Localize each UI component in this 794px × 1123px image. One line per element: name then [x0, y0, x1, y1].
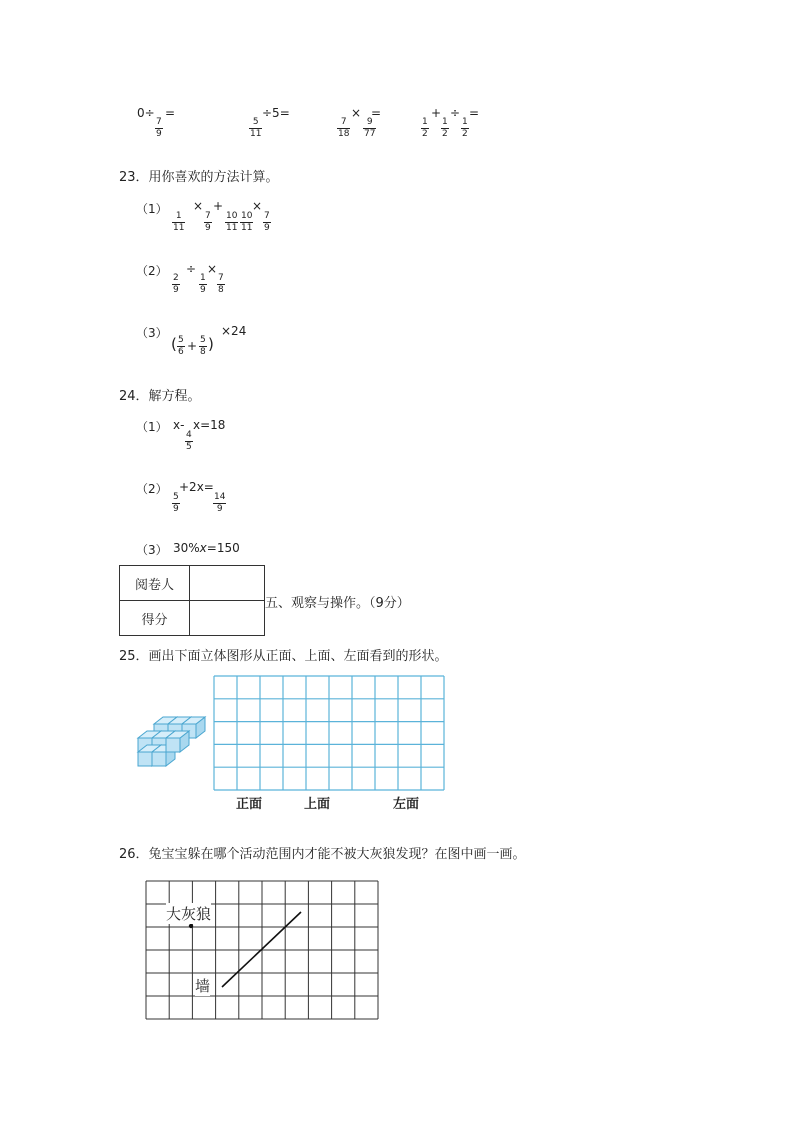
q23-p3-tail: ×24	[221, 324, 247, 338]
q23-p3-close-paren: )	[208, 335, 214, 353]
q23-p1-frac1: 1 11	[173, 211, 185, 233]
reviewer-label: 阅卷人	[120, 566, 190, 601]
expr3-fraction-1: 7 18	[338, 117, 350, 139]
score-label: 得分	[120, 601, 190, 636]
score-table	[119, 565, 265, 636]
q24-p2-middle: +2x=	[179, 480, 214, 494]
q23-p2-frac1: 2 9	[173, 273, 179, 295]
q23-p3-frac1: 5 6	[178, 335, 184, 357]
q23-p1-times1: ×	[193, 199, 204, 213]
q23-p3-open-paren: (	[171, 335, 177, 353]
q24-p2-label: （2）	[136, 482, 168, 496]
q25-drawing-grid[interactable]	[213, 675, 445, 791]
q24-p1-fraction: 4 5	[186, 430, 192, 452]
q24-title: 24．解方程。	[119, 389, 201, 404]
expr1-prefix: 0÷	[137, 106, 155, 120]
q24-p3-label: （3）	[136, 543, 168, 557]
q24-p1-left: x-	[173, 418, 185, 432]
q23-p2-frac3: 7 8	[218, 273, 224, 295]
q23-p1-frac3: 10 11	[226, 211, 238, 233]
q23-p2-frac2: 1 9	[200, 273, 206, 295]
expr4-fraction-2: 1 2	[442, 117, 448, 139]
expr3-equals: =	[371, 106, 382, 120]
wolf-label: 大灰狼	[166, 905, 212, 923]
label-left: 左面	[393, 797, 420, 812]
expr4-fraction-3: 1 2	[462, 117, 468, 139]
q23-p3-plus: +	[187, 339, 198, 353]
q23-p3-frac2: 5 8	[200, 335, 206, 357]
section5-title: 五、观察与操作。（9分）	[265, 596, 410, 611]
q23-p3-label: （3）	[136, 326, 168, 340]
q23-p1-label: （1）	[136, 202, 168, 216]
expr4-plus: +	[431, 106, 442, 120]
q24-p3-percent: 30%x=150	[173, 541, 240, 555]
expr3-times: ×	[351, 106, 362, 120]
reviewer-cell[interactable]	[190, 566, 265, 601]
expr2-fraction: 5 11	[250, 117, 262, 139]
cube-figure	[136, 712, 208, 768]
q25-title: 25．画出下面立体图形从正面、上面、左面看到的形状。	[119, 649, 448, 664]
q23-p2-label: （2）	[136, 264, 168, 278]
expr3-fraction-2: 9 77	[364, 117, 376, 139]
expr4-equals: =	[469, 106, 480, 120]
expr2-operator: ÷5=	[262, 106, 290, 120]
q24-p1-label: （1）	[136, 420, 168, 434]
expr4-divide: ÷	[450, 106, 461, 120]
wall-label: 墙	[195, 977, 211, 995]
q23-p2-times: ×	[207, 262, 218, 276]
wolf-point	[189, 924, 193, 928]
label-front: 正面	[236, 797, 263, 812]
q26-grid[interactable]	[145, 880, 380, 1022]
expr1-fraction: 7 9	[156, 117, 162, 139]
expr1-equals: =	[165, 106, 176, 120]
q23-title: 23．用你喜欢的方法计算。	[119, 170, 279, 185]
expr4-fraction-1: 1 2	[422, 117, 428, 139]
q23-p1-frac5: 7 9	[264, 211, 270, 233]
q23-p1-plus: +	[213, 199, 224, 213]
q23-p2-divide: ÷	[186, 262, 197, 276]
q23-p1-times2: ×	[252, 199, 263, 213]
q23-p1-frac4: 10 11	[241, 211, 253, 233]
q26-title: 26．兔宝宝躲在哪个活动范围内才能不被大灰狼发现？在图中画一画。	[119, 847, 526, 862]
q24-p2-frac2: 14 9	[214, 492, 226, 514]
q24-p1-right: x=18	[193, 418, 226, 432]
q23-p1-frac2: 7 9	[205, 211, 211, 233]
label-top: 上面	[304, 797, 331, 812]
q24-p2-frac1: 5 9	[173, 492, 179, 514]
score-cell[interactable]	[190, 601, 265, 636]
